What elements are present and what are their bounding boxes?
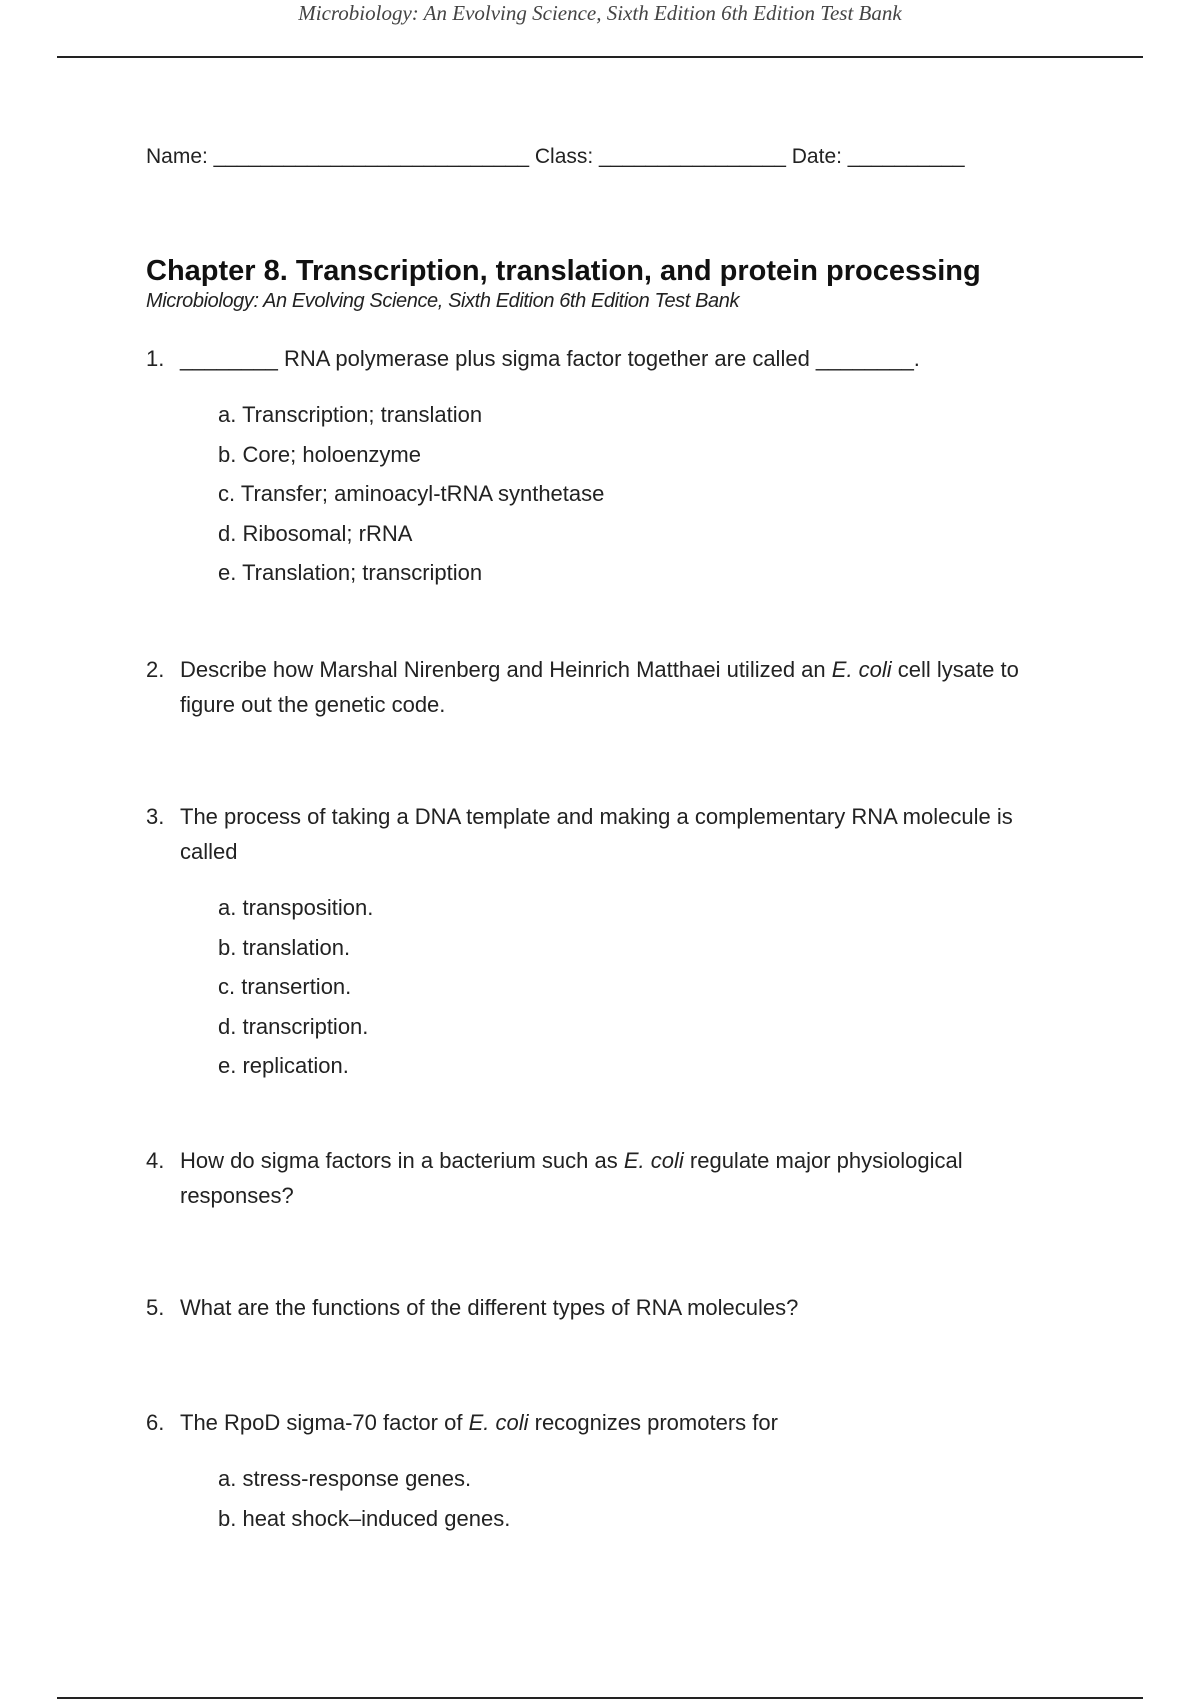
name-field: Name: ___________________________ [146, 145, 530, 168]
question-1 [146, 341, 1066, 593]
answer-option: a. Transcription; translation [218, 402, 483, 427]
question-text-part: The RpoD sigma-70 factor of [180, 1410, 469, 1435]
question-number: 3. [146, 804, 165, 829]
answer-option: b. heat shock–induced genes. [218, 1505, 511, 1531]
answer-option: c. transertion. [218, 974, 352, 999]
question-number: 6. [146, 1410, 165, 1435]
question-text: What are the functions of the different types of RNA molecules? [180, 1295, 799, 1320]
running-header: Microbiology: An Evolving Science, Sixth Edition 6th Edition Test Bank [298, 1, 902, 25]
question-text-part: How do sigma factors in a bacterium such as [180, 1148, 624, 1173]
question-text: ________ RNA polymerase plus sigma factor together are called ________. [180, 346, 920, 371]
answer-options [218, 395, 1066, 593]
answer-option: d. transcription. [218, 1013, 369, 1039]
question-text [180, 652, 1066, 722]
answer-option: e. replication. [218, 1053, 349, 1078]
answer-option: c. Transfer; aminoacyl-tRNA synthetase [218, 481, 605, 506]
answer-option: e. Translation; transcription [218, 560, 483, 585]
question-text-part: cell lysate to figure out the genetic code. [180, 657, 1019, 717]
species-name: E. coli [468, 1410, 529, 1435]
question-text: The process of taking a DNA template and making a complementary RNA molecule is called [180, 804, 1013, 864]
class-field: Class: ________________ [534, 145, 786, 168]
chapter-subtitle: Microbiology: An Evolving Science, Sixth Edition 6th Edition Test Bank [146, 290, 740, 312]
question-text [180, 1143, 1066, 1213]
species-name: E. coli [623, 1148, 684, 1173]
question-text-part: regulate major physiological responses? [180, 1148, 963, 1208]
date-field: Date: __________ [791, 145, 965, 168]
answer-option: a. transposition. [218, 895, 374, 920]
answer-option: a. stress-response genes. [218, 1466, 472, 1491]
question-2 [146, 652, 1066, 722]
question-number: 1. [146, 346, 165, 371]
answer-options [218, 888, 1066, 1086]
question-number: 5. [146, 1295, 165, 1320]
footer-divider [57, 1697, 1143, 1699]
question-number: 2. [146, 657, 165, 682]
chapter-title: Chapter 8. Transcription, translation, and protein processing [146, 255, 981, 287]
question-number: 4. [146, 1148, 165, 1173]
species-name: E. coli [831, 657, 892, 682]
answer-option: b. translation. [218, 934, 351, 960]
question-5 [146, 1290, 1066, 1325]
answer-options [218, 1459, 1066, 1538]
answer-option: d. Ribosomal; rRNA [218, 520, 413, 546]
student-info-row [146, 144, 965, 170]
question-text-part: recognizes promoters for [528, 1410, 778, 1435]
header-divider [57, 56, 1143, 58]
question-text-part: Describe how Marshal Nirenberg and Heinrich Matthaei utilized an [180, 657, 832, 682]
question-4 [146, 1143, 1066, 1213]
question-6 [146, 1405, 1066, 1538]
question-3 [146, 799, 1066, 1086]
answer-option: b. Core; holoenzyme [218, 441, 421, 467]
question-text [180, 1405, 1066, 1440]
